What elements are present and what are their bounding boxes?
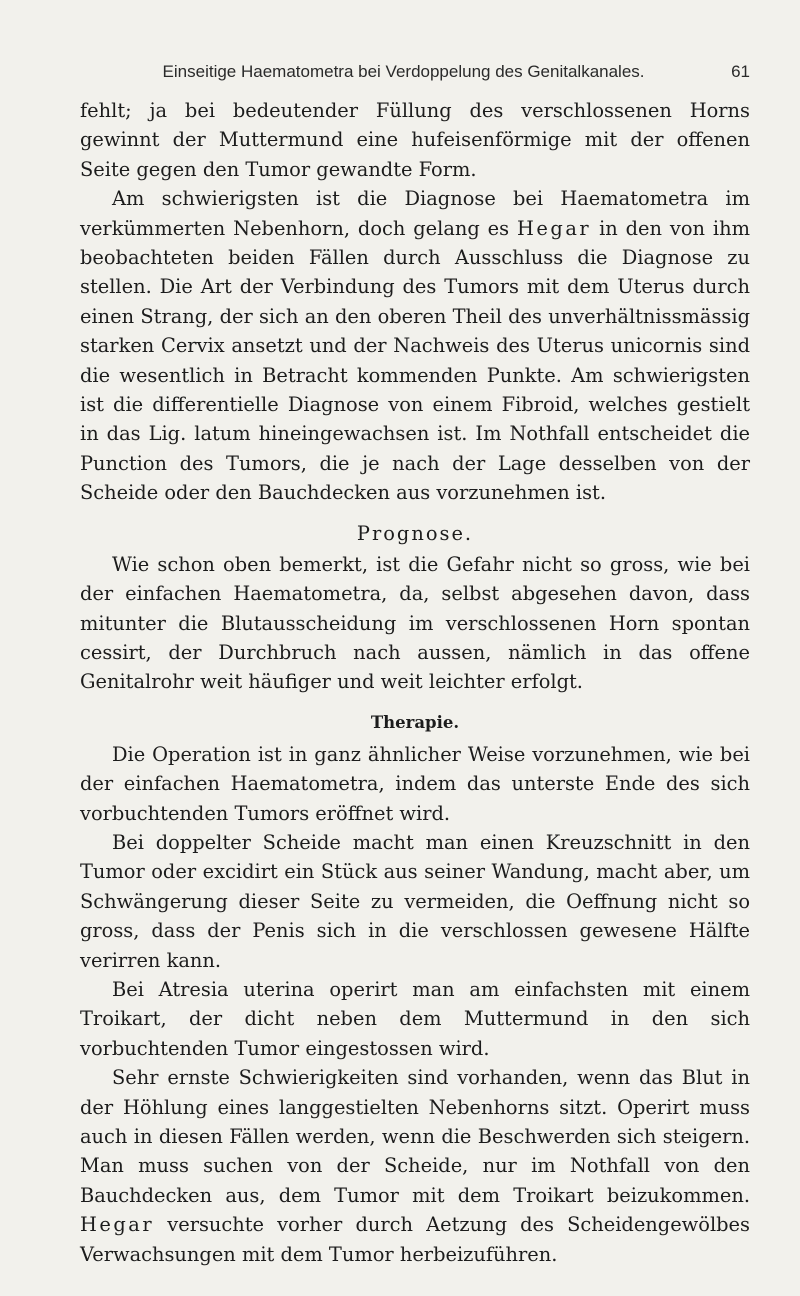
paragraph-4: Die Operation ist in ganz ähnlicher Weise vorzunehmen, wie bei der einfachen Haematometra, indem das unterste Ende des sich vorbuchtenden Tumors eröffnet wird. [80,742,750,825]
author-name-hegar-2: Hegar [80,1213,155,1237]
paragraph-7-text-b: versuchte vorher durch Aetzung des Scheidengewölbes Verwachsungen mit dem Tumor herbeizuführen. [80,1213,750,1266]
paragraph-5: Bei doppelter Scheide macht man einen Kreuzschnitt in den Tumor oder excidirt ein Stück aus seiner Wandung, macht aber, um Schwängerung dieser Seite zu vermeiden, die Oeffnung nicht so gross, dass der Penis sich in die verschlossen gewesene Hälfte verirren kann. [80,830,750,972]
paragraph-3: Wie schon oben bemerkt, ist die Gefahr nicht so gross, wie bei der einfachen Haematometra, da, selbst abgesehen davon, dass mitunter die Blutausscheidung im verschlossenen Horn spontan cessirt, der Durchbruch nach aussen, nämlich in das offene Genitalrohr weit häufiger und weit leichter erfolgt. [80,552,750,694]
author-name-hegar: Hegar [517,216,592,240]
paragraph-7-text-a: Sehr ernste Schwierigkeiten sind vorhanden, wenn das Blut in der Höhlung eines langgestielten Nebenhorns sitzt. Operirt muss auch in diesen Fällen werden, wenn die Beschwerden sich steigern. Man muss suchen von der Scheide, nur im Nothfall von den Bauchdecken aus, dem Tumor mit dem Troikart beizukommen. [80,1066,750,1207]
paragraph-2 [80,184,750,507]
running-header [88,62,750,82]
section-heading-prognose: Prognose. [356,521,474,545]
page-number: 61 [731,62,750,81]
paragraph-1: fehlt; ja bei bedeutender Füllung des verschlossenen Horns gewinnt der Muttermund eine hufeisenförmige mit der offenen Seite gegen den Tumor gewandte Form. [80,99,750,181]
paragraph-6: Bei Atresia uterina operirt man am einfachsten mit einem Troikart, der dicht neben dem Muttermund in den sich vorbuchtenden Tumor eingestossen wird. [80,977,750,1060]
paragraph-2-text-a: Am schwierigsten ist die Diagnose bei Haematometra im verkümmerten Nebenhorn, doch gelang es [80,187,750,240]
paragraph-7 [80,1063,750,1269]
paragraph-2-text-b: in den von ihm beobachteten beiden Fällen durch Ausschluss die Diagnose zu stellen. Die Art der Verbindung des Tumors mit dem Uterus durch einen Strang, der sich an den oberen Theil des unverhältnissmässig starken Cervix ansetzt und der Nachweis des Uterus unicornis sind die wesentlich in Betracht kommenden Punkte. Am schwierigsten ist die differentielle Diagnose von einem Fibroid, welches gestielt in das Lig. latum hineingewachsen ist. Im Nothfall entscheidet die Punction des Tumors, die je nach der Lage desselben von der Scheide oder den Bauchdecken aus vorzunehmen ist. [80,216,751,505]
section-heading-therapie: Therapie. [370,712,460,732]
running-title: Einseitige Haematometra bei Verdoppelung des Genitalkanales. [162,62,645,81]
